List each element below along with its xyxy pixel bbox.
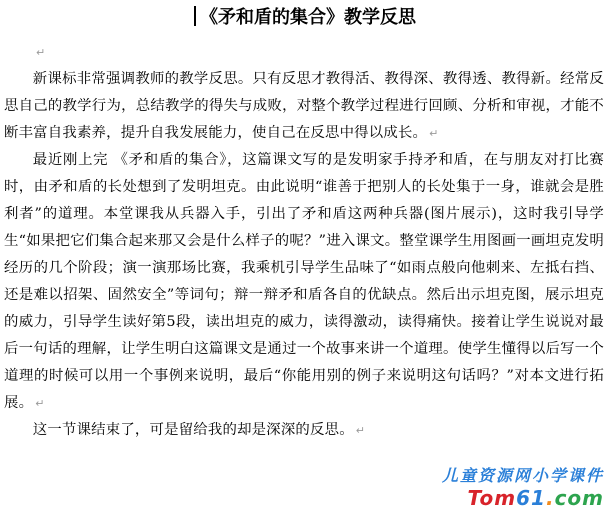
document-body <box>4 66 604 444</box>
watermark-site-name: 儿童资源网小学课件 <box>441 466 604 485</box>
document-title: 《矛和盾的集合》教学反思 <box>200 7 416 28</box>
text-cursor <box>194 6 196 26</box>
site-watermark-logo <box>442 466 604 510</box>
paragraph-3: 这一节课结束了，可是留给我的却是深深的反思。 ↵ <box>32 422 366 438</box>
paragraph-1: 新课标非常强调教师的教学反思。只有反思才教得活、教得深、教得透、教得新。经常反思自己的教学行为，总结教学的得失与成败，对整个教学过程进行回顾、分析和审视，才能不断丰富自我素养，提升自我发展能力，使自己在反思中得以成长。 ↵ <box>4 71 604 141</box>
document-title-row <box>0 6 610 30</box>
watermark-domain: Tom61.com <box>467 486 604 510</box>
paragraph-mark-icon: ↵ <box>429 127 439 140</box>
paragraph-mark-icon: ↵ <box>36 46 46 59</box>
paragraph-2: 最近刚上完 《矛和盾的集合》，这篇课文写的是发明家手持矛和盾，在与朋友对打比赛时，由矛和盾的长处想到了发明坦克。由此说明“谁善于把别人的长处集于一身，谁就会是胜利者”的道理。本堂课我从兵器入手，引出了矛和盾这两种兵器(图片展示)，这时我引导学生“如果把它们集合起来那又会是什么样子的呢？”进入课文。整堂课学生用图画一画坦克发明经历的几个阶段；演一演那场比赛，我乘机引导学生品味了“如雨点般向他刺来、左抵右挡、还是难以招架、固然安全”等词句；辩一辩矛和盾各自的优缺点。然后出示坦克图，展示坦克的威力，引导学生读好第5段，读出坦克的威力，读得激动，读得痛快。接着让学生说说对最后一句话的理解，让学生明白这篇课文是通过一个故事来讲一个道理。使学生懂得以后写一个道理的时候可以用一个事例来说明，最后“你能用别的例子来说明这句话吗？”对本文进行拓展。 ↵ <box>4 152 604 411</box>
paragraph-mark-icon: ↵ <box>35 397 45 410</box>
paragraph-mark-icon: ↵ <box>355 424 366 437</box>
